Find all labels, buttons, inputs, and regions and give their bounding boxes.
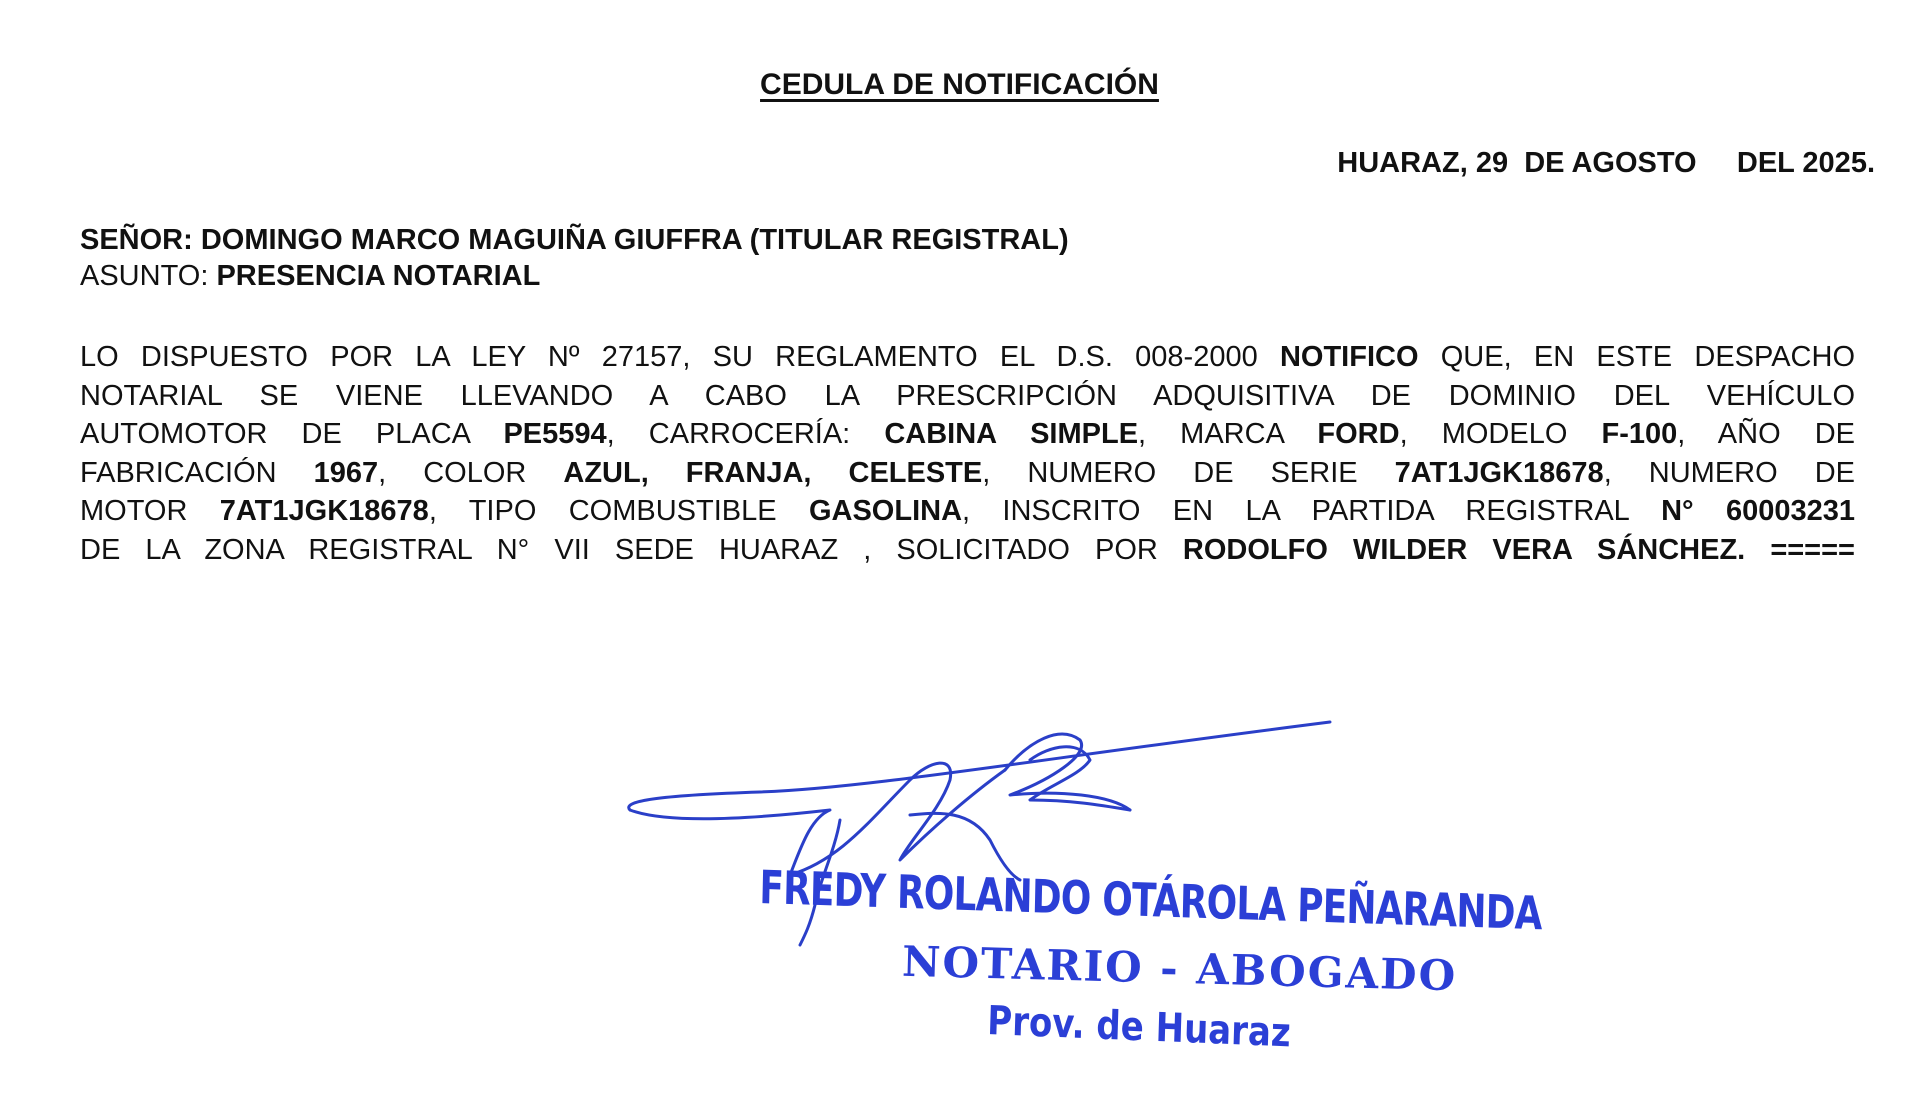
body-emphasis: GASOLINA [808, 495, 963, 527]
stamp-notary-role: NOTARIO - ABOGADO [901, 936, 1458, 1001]
body-line [80, 415, 1855, 454]
body-emphasis: F-100 [1601, 418, 1678, 450]
body-emphasis: N° 60003231 [1661, 495, 1856, 527]
body-text: QUE, EN ESTE DESPACHO [1418, 341, 1855, 373]
stamp-province: Prov. de Huaraz [986, 998, 1292, 1057]
notary-stamp [758, 860, 1543, 1060]
body-text: , NUMERO DE [1603, 456, 1855, 489]
stamp-notary-name: FREDY ROLANDO OTÁROLA PEÑARANDA [758, 860, 1543, 941]
body-text: LO DISPUESTO POR LA LEY Nº 27157, SU REGLAMENTO EL D.S. 008-2000 [80, 341, 1280, 373]
place-date-line: HUARAZ, 29 DE AGOSTO DEL 2025. [1337, 147, 1875, 179]
senor-label: SEÑOR: [80, 224, 193, 256]
body-text: , AÑO DE [1677, 418, 1855, 450]
body-text: , MARCA [1138, 418, 1318, 450]
body-line [80, 377, 1855, 416]
body-emphasis: 7AT1JGK18678 [219, 495, 429, 527]
body-text: AUTOMOTOR DE PLACA [80, 418, 504, 450]
body-text: , NUMERO DE SERIE [982, 456, 1395, 489]
body-emphasis: CABINA SIMPLE [884, 418, 1139, 450]
body-emphasis: 7AT1JGK18678 [1394, 456, 1604, 489]
asunto-value: PRESENCIA NOTARIAL [216, 260, 541, 292]
body-text: , TIPO COMBUSTIBLE [428, 495, 809, 527]
body-emphasis: RODOLFO WILDER VERA SÁNCHEZ. ===== [1182, 533, 1855, 566]
senor-row [80, 222, 1069, 258]
body-text: , INSCRITO EN LA PARTIDA REGISTRAL [962, 495, 1662, 527]
body-text: , CARROCERÍA: [606, 418, 885, 450]
body-text: , MODELO [1399, 418, 1602, 450]
body-text: , COLOR [378, 456, 564, 489]
body-text: DE LA ZONA REGISTRAL N° VII SEDE HUARAZ , SOLICITADO POR [80, 533, 1183, 566]
body-line [80, 454, 1855, 493]
addressee-block [80, 222, 1069, 294]
body-emphasis: PE5594 [503, 418, 607, 450]
body-text: MOTOR [80, 495, 220, 527]
document-title: CEDULA DE NOTIFICACIÓN [760, 68, 1159, 101]
body-text: NOTARIAL SE VIENE LLEVANDO A CABO LA PRESCRIPCIÓN ADQUISITIVA DE DOMINIO DEL VEHÍCULO [80, 379, 1855, 412]
body-text: FABRICACIÓN [80, 456, 314, 489]
body-line [80, 338, 1855, 377]
notification-body [80, 338, 1855, 569]
senor-value: DOMINGO MARCO MAGUIÑA GIUFFRA (TITULAR REGISTRAL) [200, 224, 1069, 256]
body-emphasis: NOTIFICO [1279, 341, 1419, 373]
body-emphasis: FORD [1317, 418, 1400, 450]
body-line [80, 492, 1855, 531]
body-emphasis: 1967 [313, 456, 379, 489]
body-line [80, 531, 1855, 570]
asunto-row [80, 258, 1069, 294]
asunto-label: ASUNTO: [80, 260, 209, 292]
body-emphasis: AZUL, FRANJA, CELESTE [563, 456, 983, 489]
